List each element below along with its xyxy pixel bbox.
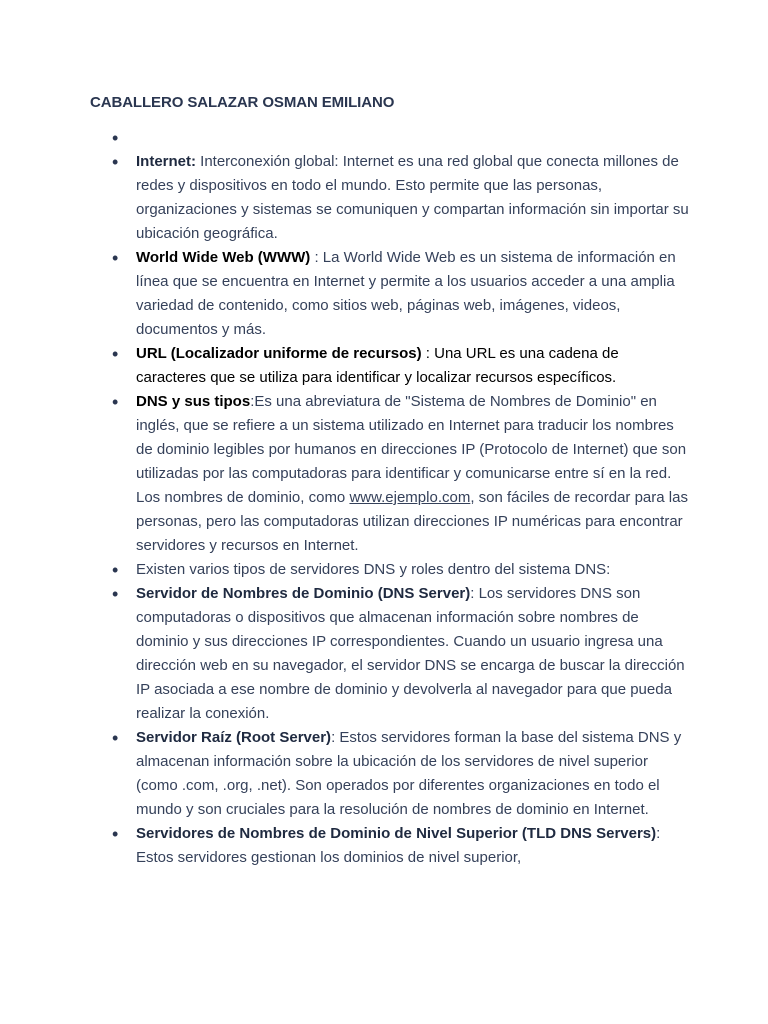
list-item-dns-types-intro [90,558,690,582]
bullet-list [90,126,690,870]
list-item-tld-server [90,822,690,870]
list-item-dns-server [90,582,690,726]
definition-dns-server: : Los servidores DNS son computadoras o dispositivos que almacenan información sobre nombres de dominio y sus direcciones IP correspondientes. Cuando un usuario ingresa una dirección web en su navegador, el servidor DNS se encarga de buscar la dirección IP asociada a ese nombre de dominio y devolverla al navegador para que pueda realizar la conexión. [136,585,685,722]
term-www: World Wide Web (WWW) [136,249,311,266]
definition-url: : Una URL es una cadena de caracteres que se utiliza para identificar y localizar recursos específicos. [136,345,619,386]
term-dns: DNS y sus tipos [136,393,251,410]
term-root-server: Servidor Raíz (Root Server) [136,729,332,746]
definition-dns-part1: :Es una abreviatura de "Sistema de Nombres de Dominio" en inglés, que se refiere a un sistema utilizado en Internet para traducir los nombres de dominio legibles por humanos en direcciones IP (Protocolo de Internet) que son utilizadas por las computadoras para identificar y comunicarse entre sí en la red. Los nombres de dominio, como [136,393,687,506]
term-tld-server: Servidores de Nombres de Dominio de Nivel Superior (TLD DNS Servers) [136,825,657,842]
definition-www: : La World Wide Web es un sistema de información en línea que se encuentra en Internet y permite a los usuarios acceder a una amplia variedad de contenido, como sitios web, páginas web, imágenes, videos, documentos y más. [136,249,676,338]
term-url: URL (Localizador uniforme de recursos) [136,345,422,362]
definition-root-server: : Estos servidores forman la base del sistema DNS y almacenan información sobre la ubicación de los servidores de nivel superior (como .com, .org, .net). Son operados por diferentes organizaciones en todo el mundo y son cruciales para la resolución de nombres de dominio en Internet. [136,729,682,818]
definition-tld-server: : Estos servidores gestionan los dominios de nivel superior, [136,825,661,866]
list-item-internet [90,150,690,246]
definition-internet: Interconexión global: Internet es una red global que conecta millones de redes y dispositivos en todo el mundo. Esto permite que las personas, organizaciones y sistemas se comuniquen y compartan información sin importar su ubicación geográfica. [136,153,689,242]
term-internet: Internet: [136,153,196,170]
list-item-root-server [90,726,690,822]
example-link[interactable]: www.ejemplo.com [349,489,471,506]
list-item-url [90,342,690,390]
document-title: CABALLERO SALAZAR OSMAN EMILIANO [90,94,395,111]
list-item-www [90,246,690,342]
dns-types-intro-text: Existen varios tipos de servidores DNS y roles dentro del sistema DNS: [136,561,611,578]
list-item-dns [90,390,690,558]
term-dns-server: Servidor de Nombres de Dominio (DNS Server) [136,585,471,602]
definition-dns-part2: , son fáciles de recordar para las personas, pero las computadoras utilizan direcciones IP numéricas para encontrar servidores y recursos en Internet. [136,489,688,554]
list-item-empty [90,126,690,150]
